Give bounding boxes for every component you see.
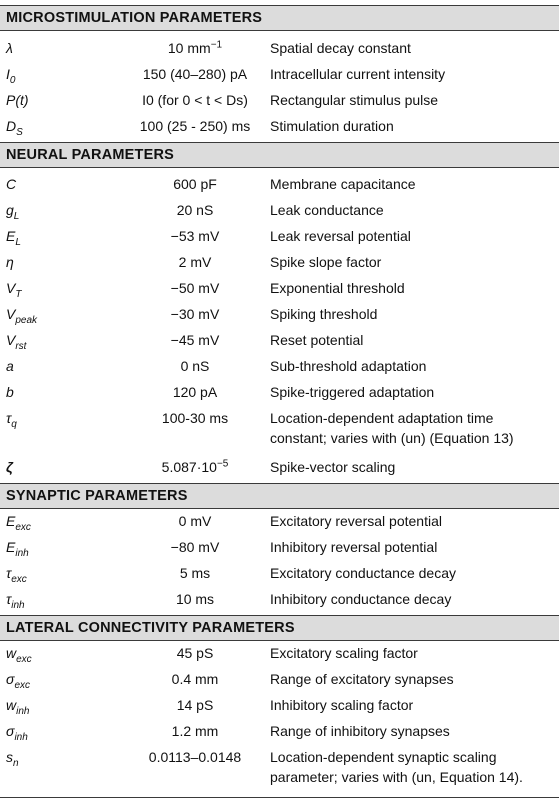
param-symbol: η bbox=[6, 254, 14, 270]
param-description: Inhibitory conductance decay bbox=[270, 591, 452, 607]
param-value: −30 mV bbox=[170, 306, 220, 322]
param-description: Location-dependent synaptic scaling parameter; varies with (un, Equation 14). bbox=[270, 749, 523, 785]
param-value: 120 pA bbox=[172, 384, 218, 400]
param-description: Inhibitory scaling factor bbox=[270, 697, 414, 713]
param-value: 0.0113–0.0148 bbox=[148, 749, 242, 765]
param-value: 0 mV bbox=[178, 513, 212, 529]
section-rule bbox=[0, 30, 559, 31]
param-value: I0 (for 0 < t < Ds) bbox=[142, 92, 248, 108]
param-value: −45 mV bbox=[170, 332, 220, 348]
param-symbol: $\tau_{inh}$ bbox=[6, 591, 25, 611]
param-value: −50 mV bbox=[170, 280, 220, 296]
param-description: Spike-vector scaling bbox=[270, 459, 396, 475]
param-description: Range of inhibitory synapses bbox=[270, 723, 450, 739]
section-header-microstimulation bbox=[0, 6, 559, 30]
param-value: 10 ms bbox=[175, 591, 215, 607]
param-description: Rectangular stimulus pulse bbox=[270, 92, 439, 108]
param-value: 600 pF bbox=[173, 176, 217, 192]
param-symbol: P(t) bbox=[6, 92, 29, 108]
param-description: Excitatory scaling factor bbox=[270, 645, 418, 661]
param-value: 45 pS bbox=[176, 645, 214, 661]
param-description: Sub-threshold adaptation bbox=[270, 358, 427, 374]
param-description: Spike slope factor bbox=[270, 254, 382, 270]
param-value: 100 (25 - 250) ms bbox=[139, 118, 251, 134]
param-description: Leak conductance bbox=[270, 202, 384, 218]
param-symbol: $\sigma_{inh}$ bbox=[6, 723, 28, 743]
section-rule bbox=[0, 640, 559, 641]
param-value: 2 mV bbox=[178, 254, 212, 270]
param-description: Excitatory reversal potential bbox=[270, 513, 442, 529]
section-header-synaptic bbox=[0, 484, 559, 508]
section-rule bbox=[0, 167, 559, 168]
section-title: SYNAPTIC PARAMETERS bbox=[6, 488, 188, 504]
param-description: Intracellular current intensity bbox=[270, 66, 446, 82]
param-value: 1.2 mm bbox=[171, 723, 219, 739]
param-value: 5 ms bbox=[179, 565, 211, 581]
param-symbol: $V_{rst}$ bbox=[6, 332, 27, 352]
param-description: Leak reversal potential bbox=[270, 228, 411, 244]
param-symbol: $E_{inh}$ bbox=[6, 539, 29, 559]
param-symbol: λ bbox=[6, 40, 13, 56]
param-description: Inhibitory reversal potential bbox=[270, 539, 438, 555]
param-symbol: $D_S$ bbox=[6, 118, 23, 138]
param-value: 10 $mm^{-1}$ bbox=[167, 39, 223, 56]
param-value: 0 nS bbox=[180, 358, 210, 374]
param-symbol: $g_L$ bbox=[6, 202, 20, 222]
param-symbol: $w_{exc}$ bbox=[6, 645, 32, 665]
param-description: Excitatory conductance decay bbox=[270, 565, 456, 581]
param-symbol: $V_{peak}$ bbox=[6, 306, 38, 326]
section-title: LATERAL CONNECTIVITY PARAMETERS bbox=[6, 620, 295, 636]
param-symbol: $I_0$ bbox=[6, 66, 16, 86]
param-symbol: C bbox=[6, 176, 17, 192]
param-symbol: $w_{inh}$ bbox=[6, 697, 30, 717]
param-symbol: $\tau_{exc}$ bbox=[6, 565, 27, 585]
param-description: Stimulation duration bbox=[270, 118, 394, 134]
param-description: Range of excitatory synapses bbox=[270, 671, 454, 687]
param-value: 0.4 mm bbox=[171, 671, 219, 687]
param-value: −53 mV bbox=[170, 228, 220, 244]
param-value: 14 pS bbox=[176, 697, 214, 713]
param-symbol: $\tau_q$ bbox=[6, 410, 17, 430]
param-symbol: ζ bbox=[6, 459, 13, 475]
param-description: Spiking threshold bbox=[270, 306, 378, 322]
param-value: −80 mV bbox=[170, 539, 220, 555]
param-description: Exponential threshold bbox=[270, 280, 405, 296]
section-title: MICROSTIMULATION PARAMETERS bbox=[6, 10, 263, 26]
param-description: Membrane capacitance bbox=[270, 176, 416, 192]
section-header-lateral bbox=[0, 616, 559, 640]
param-description: Spatial decay constant bbox=[270, 40, 411, 56]
param-symbol: $s_n$ bbox=[6, 749, 19, 769]
param-value: 100-30 ms bbox=[161, 410, 229, 426]
param-description: Spike-triggered adaptation bbox=[270, 384, 435, 400]
param-value: 20 nS bbox=[176, 202, 214, 218]
param-symbol: $E_{exc}$ bbox=[6, 513, 31, 533]
param-symbol: $E_L$ bbox=[6, 228, 21, 248]
section-title: NEURAL PARAMETERS bbox=[6, 147, 175, 163]
param-description: Location-dependent adaptation time constant; varies with (un) (Equation 13) bbox=[270, 410, 514, 446]
param-description: Reset potential bbox=[270, 332, 364, 348]
section-rule bbox=[0, 508, 559, 509]
param-symbol: a bbox=[6, 358, 14, 374]
param-value: 150 (40–280) pA bbox=[142, 66, 248, 82]
param-value: $5.087\cdot 10^{-5}$ bbox=[161, 458, 229, 475]
param-symbol: $\sigma_{exc}$ bbox=[6, 671, 31, 691]
section-header-neural bbox=[0, 143, 559, 167]
table-bottom-rule bbox=[0, 797, 559, 798]
param-symbol: b bbox=[6, 384, 14, 400]
param-symbol: $V_T$ bbox=[6, 280, 22, 300]
